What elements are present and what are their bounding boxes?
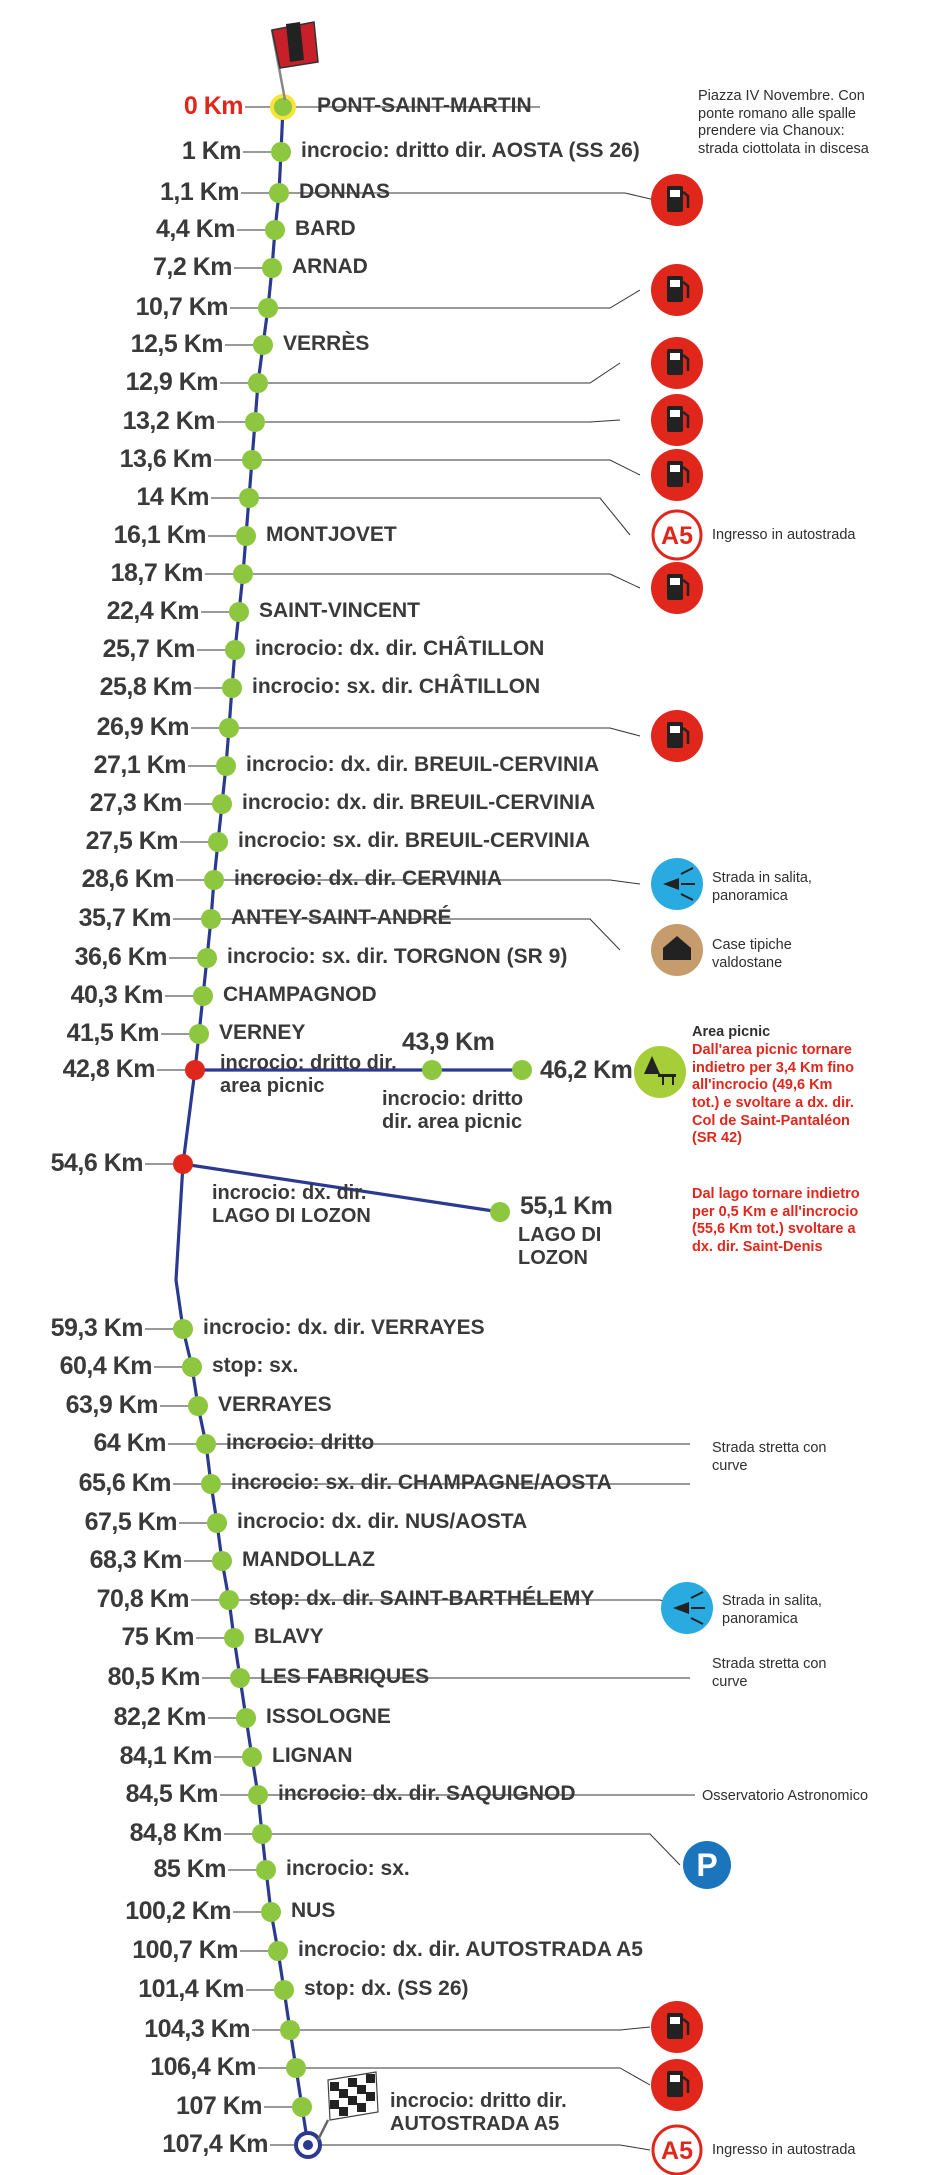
callout-leader — [239, 728, 640, 736]
fuel-icon-window — [670, 410, 680, 417]
km-marker: 28,6 Km — [81, 865, 174, 893]
waypoint-node — [233, 564, 253, 584]
waypoint-node — [189, 1024, 209, 1044]
fuel-icon-window — [670, 190, 680, 197]
picnic-mid-node — [422, 1060, 442, 1080]
waypoint-label: incrocio: sx. — [286, 1857, 410, 1880]
km-marker: 84,5 Km — [125, 1780, 218, 1808]
finish-flag-square — [330, 2100, 339, 2109]
a5-icon-text: A5 — [661, 2137, 693, 2165]
fuel-icon-pump — [667, 574, 683, 600]
km-marker: 63,9 Km — [65, 1391, 158, 1419]
waypoint-label: incrocio: dx. dir. SAQUIGNOD — [278, 1782, 576, 1805]
a5-note-2: Ingresso in autostrada — [712, 2142, 856, 2158]
waypoint-node — [208, 832, 228, 852]
waypoint-label: ANTEY-SAINT-ANDRÉ — [231, 906, 452, 929]
waypoint-label: incrocio: sx. dir. TORGNON (SR 9) — [227, 945, 568, 968]
km-marker: 13,2 Km — [122, 407, 215, 435]
lake-junction-label: incrocio: dx. dir. LAGO DI LOZON — [212, 1182, 371, 1227]
houses-note: Case tipiche valdostane — [712, 937, 792, 971]
fuel-icon-pump — [667, 276, 683, 302]
finish-flag-square — [339, 2089, 348, 2098]
waypoint-label: incrocio: dritto — [226, 1431, 375, 1454]
waypoint-label: incrocio: dritto dir. AOSTA (SS 26) — [301, 139, 640, 162]
lake-end-node — [490, 1202, 510, 1222]
km-marker: 27,3 Km — [89, 789, 182, 817]
waypoint-label: incrocio: sx. dir. CHÂTILLON — [252, 675, 541, 698]
finish-flag-square — [339, 2107, 348, 2116]
km-marker: 107,4 Km — [162, 2130, 268, 2158]
waypoint-node — [230, 1668, 250, 1688]
km-marker: 101,4 Km — [138, 1975, 244, 2003]
waypoint-node — [201, 909, 221, 929]
waypoint-node — [204, 870, 224, 890]
callout-leader — [253, 574, 640, 588]
waypoint-node — [261, 1902, 281, 1922]
km-marker: 1,1 Km — [160, 178, 239, 206]
start-node — [272, 96, 294, 118]
km-marker: 35,7 Km — [78, 904, 171, 932]
waypoint-node — [252, 1824, 272, 1844]
waypoint-label: LES FABRIQUES — [260, 1665, 430, 1688]
lake-end-km: 55,1 Km — [520, 1192, 613, 1220]
callout-leader — [300, 2027, 650, 2030]
junction-node — [173, 1154, 193, 1174]
waypoint-label: VERNEY — [219, 1021, 306, 1044]
waypoint-node — [292, 2097, 312, 2117]
final-label: incrocio: dritto dir. AUTOSTRADA A5 — [390, 2090, 567, 2135]
picnic-icon-leg — [672, 1077, 674, 1085]
picnic-end-km: 46,2 Km — [540, 1056, 633, 1084]
waypoint-node — [242, 1747, 262, 1767]
km-marker: 104,3 Km — [144, 2015, 250, 2043]
callout-leader — [265, 420, 620, 422]
fuel-icon-pump — [667, 406, 683, 432]
finish-flag-square — [366, 2074, 375, 2083]
waypoint-label: incrocio: dx. dir. BREUIL-CERVINIA — [242, 791, 596, 814]
picnic-mid-label: incrocio: dritto dir. area picnic — [382, 1088, 524, 1133]
waypoint-node — [239, 488, 259, 508]
km-marker: 65,6 Km — [78, 1469, 171, 1497]
waypoint-label: CHAMPAGNOD — [223, 983, 377, 1006]
km-marker: 100,2 Km — [125, 1897, 231, 1925]
km-marker: 84,1 Km — [119, 1742, 212, 1770]
picnic-end-node — [512, 1060, 532, 1080]
km-marker: 25,8 Km — [99, 673, 192, 701]
km-marker: 84,8 Km — [129, 1819, 222, 1847]
waypoint-node — [280, 2020, 300, 2040]
km-marker: 100,7 Km — [132, 1936, 238, 1964]
callout-leader — [262, 460, 640, 475]
waypoint-label: PONT-SAINT-MARTIN — [317, 94, 532, 117]
km-marker: 67,5 Km — [84, 1508, 177, 1536]
finish-flag-square — [348, 2078, 357, 2087]
km-marker: 107 Km — [176, 2092, 262, 2120]
waypoint-label: MANDOLLAZ — [242, 1548, 375, 1571]
km-marker: 27,1 Km — [93, 751, 186, 779]
panorama-note: Strada in salita, panoramica — [712, 870, 812, 904]
waypoint-label: VERRÈS — [283, 332, 370, 355]
picnic-title: Area picnic — [692, 1024, 771, 1040]
waypoint-label: SAINT-VINCENT — [259, 599, 421, 622]
waypoint-node — [212, 794, 232, 814]
start-note: Piazza IV Novembre. Con ponte romano alle spalle prendere via Chanoux: strada ciottolata in discesa — [698, 88, 869, 158]
finish-flag — [330, 2074, 375, 2116]
waypoint-node — [245, 412, 265, 432]
finish-flag-square — [357, 2085, 366, 2094]
picnic-icon-leg — [662, 1077, 664, 1085]
fuel-icon-pump — [667, 722, 683, 748]
picnic-return-note: Dall'area picnic tornare indietro per 3,4 Km fino all'incrocio (49,6 Km tot.) e svoltare a dx. dir. Col de Saint-Pantaléon (SR 42) — [692, 1042, 854, 1147]
km-marker: 12,9 Km — [125, 368, 218, 396]
km-marker: 36,6 Km — [74, 943, 167, 971]
waypoint-node — [173, 1319, 193, 1339]
finish-flag-square — [357, 2103, 366, 2112]
waypoint-node — [225, 640, 245, 660]
waypoint-node — [269, 183, 289, 203]
km-marker: 75 Km — [121, 1623, 194, 1651]
callout-leader — [318, 2145, 650, 2150]
waypoint-node — [286, 2058, 306, 2078]
finish-flag-square — [330, 2082, 339, 2091]
waypoint-label: incrocio: dx. dir. AUTOSTRADA A5 — [298, 1938, 643, 1961]
km-marker: 18,7 Km — [110, 559, 203, 587]
fuel-icon-window — [670, 578, 680, 585]
picnic-mid-km: 43,9 Km — [402, 1028, 495, 1056]
a5-icon-text: A5 — [661, 522, 693, 550]
waypoint-node — [219, 1590, 239, 1610]
waypoint-node — [197, 948, 217, 968]
waypoint-node — [216, 756, 236, 776]
km-marker: 68,3 Km — [89, 1546, 182, 1574]
fuel-icon-window — [670, 726, 680, 733]
waypoint-node — [242, 450, 262, 470]
km-marker: 59,3 Km — [50, 1314, 143, 1342]
km-marker: 70,8 Km — [96, 1585, 189, 1613]
km-marker: 0 Km — [183, 92, 243, 120]
km-marker: 10,7 Km — [135, 293, 228, 321]
fuel-icon-pump — [667, 2013, 683, 2039]
callout-leader — [278, 290, 640, 308]
waypoint-node — [262, 258, 282, 278]
finish-flag-square — [348, 2096, 357, 2105]
waypoint-node — [236, 526, 256, 546]
callout-leader — [268, 363, 620, 383]
waypoint-node — [196, 1434, 216, 1454]
waypoint-label: incrocio: dx. dir. BREUIL-CERVINIA — [246, 753, 600, 776]
waypoint-label: incrocio: dx. dir. CERVINIA — [234, 867, 502, 890]
parking-icon-text: P — [696, 1847, 718, 1883]
waypoint-node — [248, 1785, 268, 1805]
waypoint-node — [222, 678, 242, 698]
observatory-note: Osservatorio Astronomico — [702, 1788, 869, 1804]
waypoint-node — [188, 1396, 208, 1416]
waypoint-label: stop: dx. dir. SAINT-BARTHÉLEMY — [249, 1587, 595, 1610]
waypoint-label: LIGNAN — [272, 1744, 353, 1767]
km-marker: 40,3 Km — [70, 981, 163, 1009]
km-marker: 1 Km — [181, 137, 241, 165]
picnic-icon-table — [658, 1074, 676, 1077]
finish-flag-pole — [318, 2120, 328, 2140]
waypoint-label: ARNAD — [292, 255, 368, 278]
km-marker: 82,2 Km — [113, 1703, 206, 1731]
waypoint-label: NUS — [291, 1899, 336, 1922]
km-marker: 64 Km — [93, 1429, 166, 1457]
km-marker: 7,2 Km — [153, 253, 232, 281]
km-marker: 12,5 Km — [130, 330, 223, 358]
waypoint-node — [207, 1513, 227, 1533]
waypoint-node — [229, 602, 249, 622]
waypoint-node — [212, 1551, 232, 1571]
waypoint-node — [182, 1357, 202, 1377]
waypoint-node — [236, 1708, 256, 1728]
waypoint-label: ISSOLOGNE — [266, 1705, 391, 1728]
km-marker: 4,4 Km — [156, 215, 235, 243]
fuel-icon-window — [670, 2017, 680, 2024]
waypoint-node — [253, 335, 273, 355]
picnic-junction-label: incrocio: dritto dir. area picnic — [220, 1052, 397, 1097]
km-marker: 16,1 Km — [113, 521, 206, 549]
waypoint-label: incrocio: dx. dir. VERRAYES — [203, 1316, 485, 1339]
km-marker: 14 Km — [136, 483, 209, 511]
waypoint-node — [258, 298, 278, 318]
waypoint-label: incrocio: dx. dir. NUS/AOSTA — [237, 1510, 528, 1533]
junction-node — [185, 1060, 205, 1080]
km-marker: 106,4 Km — [150, 2053, 256, 2081]
km-marker: 22,4 Km — [106, 597, 199, 625]
km-marker: 41,5 Km — [66, 1019, 159, 1047]
km-marker: 26,9 Km — [96, 713, 189, 741]
waypoint-node — [193, 986, 213, 1006]
end-node-core — [303, 2140, 313, 2150]
fuel-icon-pump — [667, 186, 683, 212]
fuel-icon-window — [670, 465, 680, 472]
callout-leader — [306, 2068, 650, 2085]
panorama-note-2: Strada in salita, panoramica — [722, 1593, 822, 1627]
waypoint-label: BLAVY — [254, 1625, 324, 1648]
waypoint-label: incrocio: sx. dir. CHAMPAGNE/AOSTA — [231, 1471, 612, 1494]
km-marker: 54,6 Km — [50, 1149, 143, 1177]
waypoint-node — [271, 142, 291, 162]
km-marker: 13,6 Km — [119, 445, 212, 473]
narrow-road-note: Strada stretta con curve — [712, 1440, 827, 1474]
waypoint-label: stop: sx. — [212, 1354, 299, 1377]
waypoint-node — [224, 1628, 244, 1648]
picnic-icon — [634, 1046, 686, 1098]
waypoint-label: DONNAS — [299, 180, 391, 203]
waypoint-node — [256, 1860, 276, 1880]
waypoint-node — [268, 1941, 288, 1961]
finish-flag-square — [366, 2092, 375, 2101]
km-marker: 80,5 Km — [107, 1663, 200, 1691]
fuel-icon-pump — [667, 2071, 683, 2097]
waypoint-node — [201, 1474, 221, 1494]
waypoint-label: BARD — [295, 217, 356, 240]
km-marker: 60,4 Km — [59, 1352, 152, 1380]
lake-end-label: LAGO DI LOZON — [518, 1224, 602, 1269]
waypoint-label: MONTJOVET — [266, 523, 397, 546]
waypoint-node — [274, 1980, 294, 2000]
waypoint-node — [265, 220, 285, 240]
fuel-icon-window — [670, 280, 680, 287]
waypoint-node — [248, 373, 268, 393]
narrow-road-note-2: Strada stretta con curve — [712, 1656, 827, 1690]
waypoint-label: VERRAYES — [218, 1393, 332, 1416]
fuel-icon-pump — [667, 461, 683, 487]
km-marker: 42,8 Km — [62, 1055, 155, 1083]
km-marker: 85 Km — [153, 1855, 226, 1883]
a5-note: Ingresso in autostrada — [712, 527, 856, 543]
fuel-icon-pump — [667, 349, 683, 375]
waypoint-node — [219, 718, 239, 738]
waypoint-label: incrocio: sx. dir. BREUIL-CERVINIA — [238, 829, 591, 852]
km-marker: 27,5 Km — [85, 827, 178, 855]
waypoint-label: incrocio: dx. dir. CHÂTILLON — [255, 637, 545, 660]
waypoint-label: stop: dx. (SS 26) — [304, 1977, 469, 2000]
km-marker: 25,7 Km — [102, 635, 195, 663]
fuel-icon-window — [670, 353, 680, 360]
fuel-icon-window — [670, 2075, 680, 2082]
lake-return-note: Dal lago tornare indietro per 0,5 Km e all'incrocio (55,6 Km tot.) svoltare a dx. dir. Saint-Denis — [692, 1186, 860, 1256]
